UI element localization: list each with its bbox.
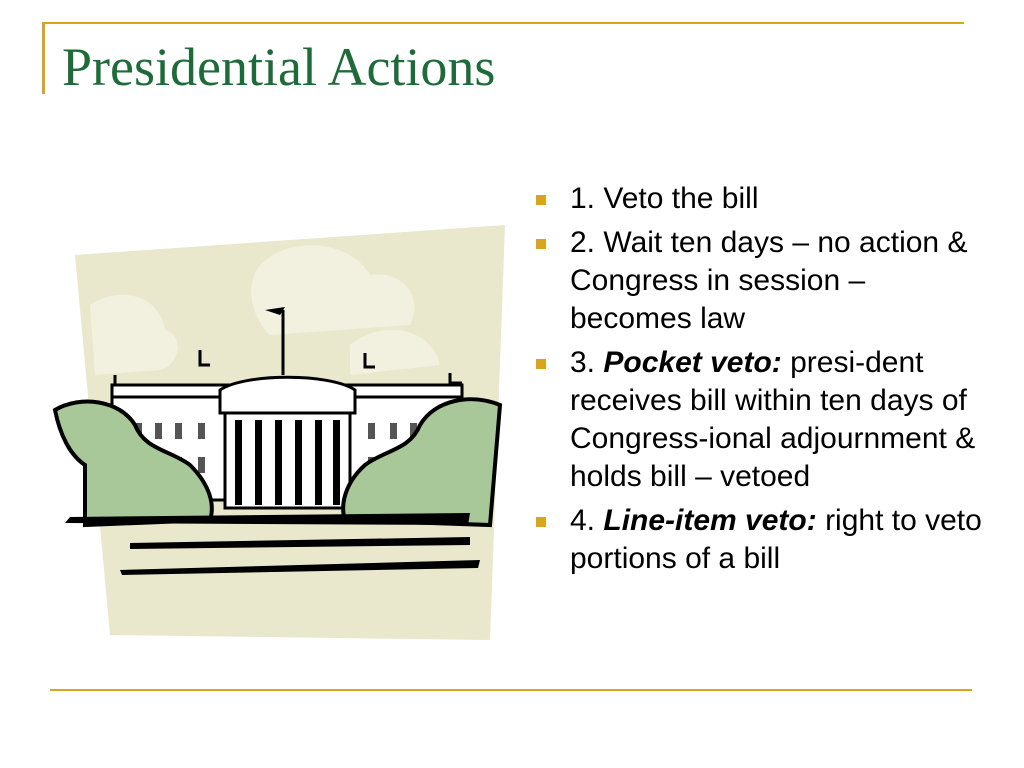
bullet-text: presi-dent receives bill within ten days of Congress-ional adjournment & holds bill – vetoed [570, 346, 976, 493]
bullet-term: Line-item veto: [603, 504, 817, 537]
bullet-item [530, 224, 990, 338]
bullet-item [530, 344, 990, 496]
footer-accent-rule [50, 689, 972, 691]
slide-title: Presidential Actions [62, 37, 496, 97]
portico-roof [220, 377, 355, 413]
bullet-number: 2. [570, 226, 596, 259]
bullet-number: 4. [570, 504, 596, 537]
square-bullet-icon [536, 195, 546, 205]
portico [225, 413, 350, 508]
bullet-text: Veto the bill [595, 182, 759, 215]
bullet-list [530, 180, 990, 584]
square-bullet-icon [536, 517, 546, 527]
white-house-illustration [50, 225, 510, 645]
bullet-number: 3. [570, 346, 596, 379]
title-accent-rule-vertical [42, 22, 45, 94]
square-bullet-icon [536, 359, 546, 369]
title-accent-rule-horizontal [42, 22, 964, 24]
bullet-term: Pocket veto: [603, 346, 782, 379]
bullet-text: right to veto portions of a bill [570, 504, 982, 575]
bullet-item [530, 180, 990, 218]
bullet-item [530, 502, 990, 578]
bullet-text: Wait ten days – no action & Congress in session – becomes law [570, 226, 968, 335]
bullet-number: 1. [570, 182, 596, 215]
square-bullet-icon [536, 239, 546, 249]
